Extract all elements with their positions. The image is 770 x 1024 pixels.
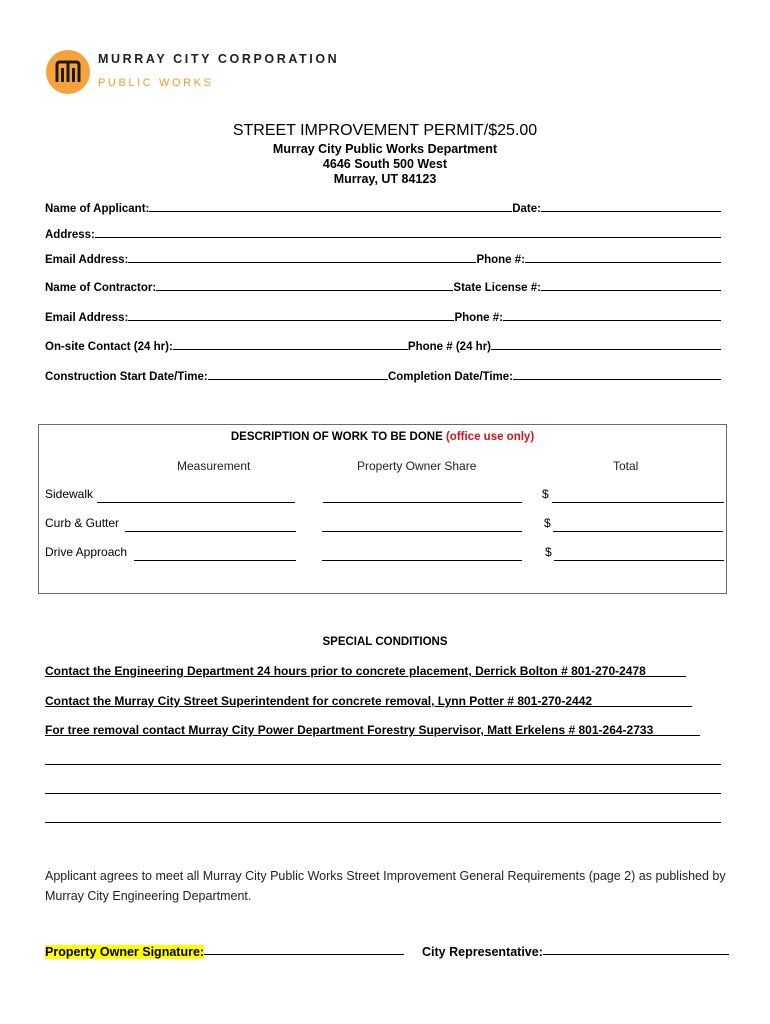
address-field[interactable] [95,236,721,238]
drive-owner-share-field[interactable] [322,559,522,561]
condition-street-superintendent: Contact the Murray City Street Superintendent for concrete removal, Lynn Potter # 801-270-2442_______________ [45,694,693,708]
phone-field-1[interactable] [525,261,721,263]
row-address [45,225,721,241]
work-description-box [38,424,727,594]
sidewalk-dollar: $ [542,487,549,501]
special-conditions-title: SPECIAL CONDITIONS [322,636,448,648]
work-title-text: DESCRIPTION OF WORK TO BE DONE [230,431,443,443]
owner-signature-label: Property Owner Signature: [45,945,205,959]
sidewalk-owner-share-field[interactable] [323,501,522,503]
col-owner-share: Property Owner Share [357,459,477,473]
condition-tree-removal: For tree removal contact Murray City Power Department Forestry Supervisor, Matt Erkelens # 801-264-2733_______ [45,723,700,737]
col-total: Total [613,459,639,473]
email-field-1[interactable] [128,261,476,263]
phone-24hr-label: Phone # (24 hr) [407,341,491,353]
curb-total-field[interactable] [553,530,723,532]
drive-total-field[interactable] [554,559,724,561]
start-date-label: Construction Start Date/Time: [45,371,208,383]
org-name: MURRAY CITY CORPORATION [98,52,340,66]
contractor-name-field[interactable] [156,289,453,291]
onsite-contact-label: On-site Contact (24 hr): [45,341,173,353]
condition-engineering: Contact the Engineering Department 24 hours prior to concrete placement, Derrick Bolton # 801-270-2478______ [45,664,686,678]
murray-logo [46,50,90,94]
row-dates [45,367,721,383]
curb-measurement-field[interactable] [125,530,296,532]
org-subtitle: PUBLIC WORKS [98,77,214,89]
city-rep-row [422,945,729,959]
phone-24hr-field[interactable] [491,348,721,350]
drive-measurement-field[interactable] [134,559,296,561]
dept-name: Murray City Public Works Department [272,142,498,156]
city-rep-field[interactable] [543,953,729,955]
date-field[interactable] [541,210,721,212]
start-date-field[interactable] [208,378,388,380]
work-row-curb: Curb & Gutter [45,516,120,530]
col-measurement: Measurement [177,459,251,473]
city-rep-label: City Representative: [422,945,543,959]
row-onsite [45,337,721,353]
sidewalk-measurement-field[interactable] [97,501,295,503]
logo-m-icon [54,60,82,84]
onsite-contact-field[interactable] [173,348,408,350]
office-use-note: (office use only) [445,431,535,443]
email-field-2[interactable] [128,319,454,321]
drive-dollar: $ [545,545,552,559]
extra-condition-line-2[interactable] [45,792,721,794]
dept-street: 4646 South 500 West [322,157,448,171]
owner-signature-field[interactable] [204,953,404,955]
page-title: STREET IMPROVEMENT PERMIT/$25.00 [232,122,538,139]
applicant-name-field[interactable] [149,210,512,212]
work-row-sidewalk: Sidewalk [45,487,94,501]
phone-label-2: Phone #: [454,312,503,324]
dept-city: Murray, UT 84123 [333,172,437,186]
row-applicant [45,199,721,215]
owner-signature-row [45,945,404,959]
completion-date-field[interactable] [513,378,721,380]
work-row-drive: Drive Approach [45,545,128,559]
completion-date-label: Completion Date/Time: [387,371,513,383]
state-license-field[interactable] [541,289,721,291]
agreement-text: Applicant agrees to meet all Murray City Public Works Street Improvement General Requirements (page 2) as published by Murray City Engineering Department. [45,869,726,903]
row-email-2 [45,308,721,324]
extra-condition-line-1[interactable] [45,763,721,765]
date-label: Date: [512,203,541,215]
curb-dollar: $ [544,516,551,530]
row-email-1 [45,250,721,266]
extra-condition-line-3[interactable] [45,821,721,823]
contractor-name-label: Name of Contractor: [45,282,157,294]
curb-owner-share-field[interactable] [322,530,522,532]
email-label-2: Email Address: [45,312,129,324]
work-box-title [39,431,726,443]
phone-field-2[interactable] [503,319,721,321]
address-label: Address: [45,229,95,241]
email-label-1: Email Address: [45,254,129,266]
row-contractor [45,278,721,294]
phone-label-1: Phone #: [476,254,525,266]
applicant-name-label: Name of Applicant: [45,203,150,215]
state-license-label: State License #: [453,282,541,294]
sidewalk-total-field[interactable] [552,501,724,503]
